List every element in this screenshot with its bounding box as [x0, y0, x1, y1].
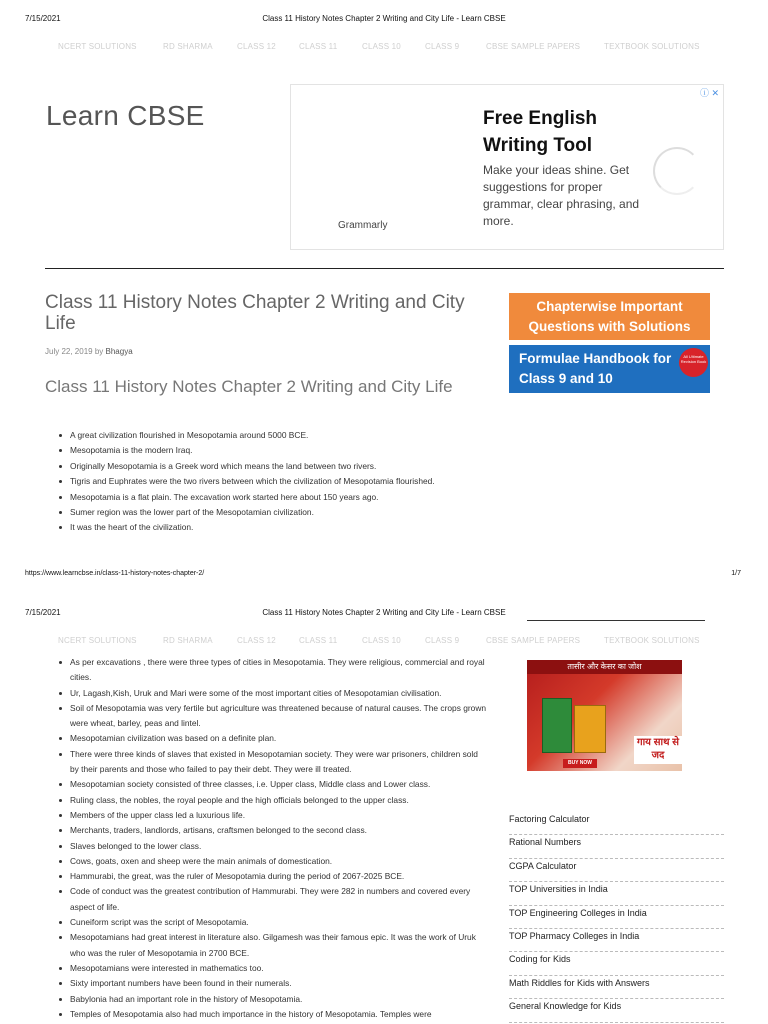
product-ad-image[interactable] [527, 660, 682, 771]
nav-class-10[interactable]: CLASS 10 [362, 42, 401, 51]
nav-class-11[interactable]: CLASS 11 [299, 42, 338, 51]
sidebar-links [509, 812, 724, 1023]
list-item: Mesopotamia is a flat plain. The excavation work started here about 150 years ago. [58, 490, 488, 505]
list-item: As per excavations , there were three types of cities in Mesopotamia. They were religious, commercial and royal cities. [58, 655, 488, 686]
sidebar-link-top-engineering-colleges[interactable]: TOP Engineering Colleges in India [509, 906, 724, 929]
list-item: It was the heart of the civilization. [58, 520, 488, 535]
list-item: Mesopotamian society consisted of three classes, i.e. Upper class, Middle class and Lower class. [58, 777, 488, 792]
ad-brand[interactable]: Grammarly [338, 220, 388, 231]
list-item: There were three kinds of slaves that existed in Mesopotamian society. They were war prisoners, children sold by their parents and those who failed to pay their debt. They were ill treated. [58, 747, 488, 778]
sidebar-link-factoring-calculator[interactable]: Factoring Calculator [509, 812, 724, 835]
list-item: Soil of Mesopotamia was very fertile but agriculture was threatened because of natural causes. The crops grown were wheat, barley, peas and lintel. [58, 701, 488, 732]
sidebar-link-top-pharmacy-colleges[interactable]: TOP Pharmacy Colleges in India [509, 929, 724, 952]
bullet-list-page1 [58, 428, 488, 536]
formulae-handbook-banner[interactable] [509, 345, 710, 393]
formulae-handbook-label: Formulae Handbook for Class 9 and 10 [519, 351, 672, 386]
ad-divider [527, 620, 705, 621]
print-title: Class 11 History Notes Chapter 2 Writing and City Life - Learn CBSE [262, 608, 506, 617]
sidebar-link-cgpa-calculator[interactable]: CGPA Calculator [509, 859, 724, 882]
post-date: July 22, 2019 [45, 347, 93, 356]
nav-textbook-solutions[interactable]: TEXTBOOK SOLUTIONS [604, 42, 700, 51]
list-item: Merchants, traders, landlords, artisans, craftsmen belonged to the second class. [58, 823, 488, 838]
list-item: Originally Mesopotamia is a Greek word which means the land between two rivers. [58, 459, 488, 474]
site-title[interactable]: Learn CBSE [46, 100, 205, 131]
top-nav [0, 42, 768, 62]
list-item: Ruling class, the nobles, the royal people and the high officials belonged to the upper class. [58, 793, 488, 808]
nav-class-9[interactable]: CLASS 9 [425, 636, 460, 645]
list-item: Code of conduct was the greatest contribution of Hammurabi. They were 282 in numbers and covered every aspect of life. [58, 884, 488, 915]
list-item: Hammurabi, the great, was the ruler of Mesopotamia during the period of 2067-2025 BCE. [58, 869, 488, 884]
list-item: Cows, goats, oxen and sheep were the main animals of domestication. [58, 854, 488, 869]
sidebar-link-rational-numbers[interactable]: Rational Numbers [509, 835, 724, 858]
nav-cbse-sample-papers[interactable]: CBSE SAMPLE PAPERS [486, 636, 581, 645]
ad-body: Make your ideas shine. Get suggestions for proper grammar, clear phrasing, and more. [483, 163, 640, 228]
chapterwise-questions-banner[interactable]: Chapterwise Important Questions with Solutions [509, 293, 710, 340]
ad-hindi-tagline: तासीर और केसर का जोश [527, 660, 682, 674]
list-item: Mesopotamian civilization was based on a definite plan. [58, 731, 488, 746]
list-item: Babylonia had an important role in the history of Mesopotamia. [58, 992, 488, 1007]
list-item: Ur, Lagash,Kish, Uruk and Mari were some of the most important cities of Mesopotamian civilisation. [58, 686, 488, 701]
nav-class-9[interactable]: CLASS 9 [425, 42, 460, 51]
post-by: by [94, 347, 104, 356]
post-author[interactable]: Bhagya [105, 347, 133, 356]
list-item: Sixty important numbers have been found in their numerals. [58, 976, 488, 991]
buy-now-button[interactable]: BUY NOW [563, 759, 597, 768]
nav-class-11[interactable]: CLASS 11 [299, 636, 338, 645]
nav-class-12[interactable]: CLASS 12 [237, 42, 276, 51]
ad-headline[interactable]: Free English Writing Tool [483, 108, 598, 156]
list-item: A great civilization flourished in Mesopotamia around 5000 BCE. [58, 428, 488, 443]
bullet-list-page2 [58, 655, 488, 1022]
nav-textbook-solutions[interactable]: TEXTBOOK SOLUTIONS [604, 636, 700, 645]
ad-arrow-icon[interactable] [653, 147, 701, 195]
sidebar-link-top-universities[interactable]: TOP Universities in India [509, 882, 724, 905]
ad-choices-icon[interactable]: ⓘ ✕ [699, 88, 719, 98]
post-title: Class 11 History Notes Chapter 2 Writing and City Life [45, 292, 465, 334]
product-pack-icon [542, 698, 572, 753]
sidebar-link-math-riddles[interactable]: Math Riddles for Kids with Answers [509, 976, 724, 999]
sidebar-link-coding-for-kids[interactable]: Coding for Kids [509, 952, 724, 975]
nav-ncert-solutions[interactable]: NCERT SOLUTIONS [58, 636, 137, 645]
print-url: https://www.learncbse.in/class-11-history-notes-chapter-2/ [25, 570, 205, 577]
post-meta [45, 347, 133, 356]
print-title: Class 11 History Notes Chapter 2 Writing and City Life - Learn CBSE [262, 14, 506, 23]
list-item: Mesopotamians had great interest in literature also. Gilgamesh was their famous epic. It was the work of Uruk who was the ruler of Mesopotamia in 2700 BCE. [58, 930, 488, 961]
list-item: Sumer region was the lower part of the Mesopotamian civilization. [58, 505, 488, 520]
nav-ncert-solutions[interactable]: NCERT SOLUTIONS [58, 42, 137, 51]
ad-hindi-slogan: गाय साथ से जद [634, 736, 682, 764]
list-item: Temples of Mesopotamia also had much importance in the history of Mesopotamia. Temples were [58, 1007, 488, 1022]
revision-book-badge: All Ultimate Revision Book [679, 348, 708, 377]
top-nav-page2 [0, 636, 768, 656]
nav-cbse-sample-papers[interactable]: CBSE SAMPLE PAPERS [486, 42, 581, 51]
section-heading: Class 11 History Notes Chapter 2 Writing and City Life [45, 377, 453, 396]
grammarly-ad[interactable] [290, 84, 724, 250]
nav-rd-sharma[interactable]: RD SHARMA [163, 42, 213, 51]
print-page-number: 1/7 [731, 570, 741, 577]
print-date: 7/15/2021 [25, 608, 61, 617]
list-item: Mesopotamians were interested in mathematics too. [58, 961, 488, 976]
product-pack-icon [574, 705, 606, 753]
list-item: Tigris and Euphrates were the two rivers between which the civilization of Mesopotamia flourished. [58, 474, 488, 489]
nav-class-10[interactable]: CLASS 10 [362, 636, 401, 645]
list-item: Mesopotamia is the modern Iraq. [58, 443, 488, 458]
print-date: 7/15/2021 [25, 14, 61, 23]
nav-class-12[interactable]: CLASS 12 [237, 636, 276, 645]
list-item: Members of the upper class led a luxurious life. [58, 808, 488, 823]
header-divider [45, 268, 724, 269]
list-item: Cuneiform script was the script of Mesopotamia. [58, 915, 488, 930]
nav-rd-sharma[interactable]: RD SHARMA [163, 636, 213, 645]
list-item: Slaves belonged to the lower class. [58, 839, 488, 854]
sidebar-link-general-knowledge[interactable]: General Knowledge for Kids [509, 999, 724, 1022]
